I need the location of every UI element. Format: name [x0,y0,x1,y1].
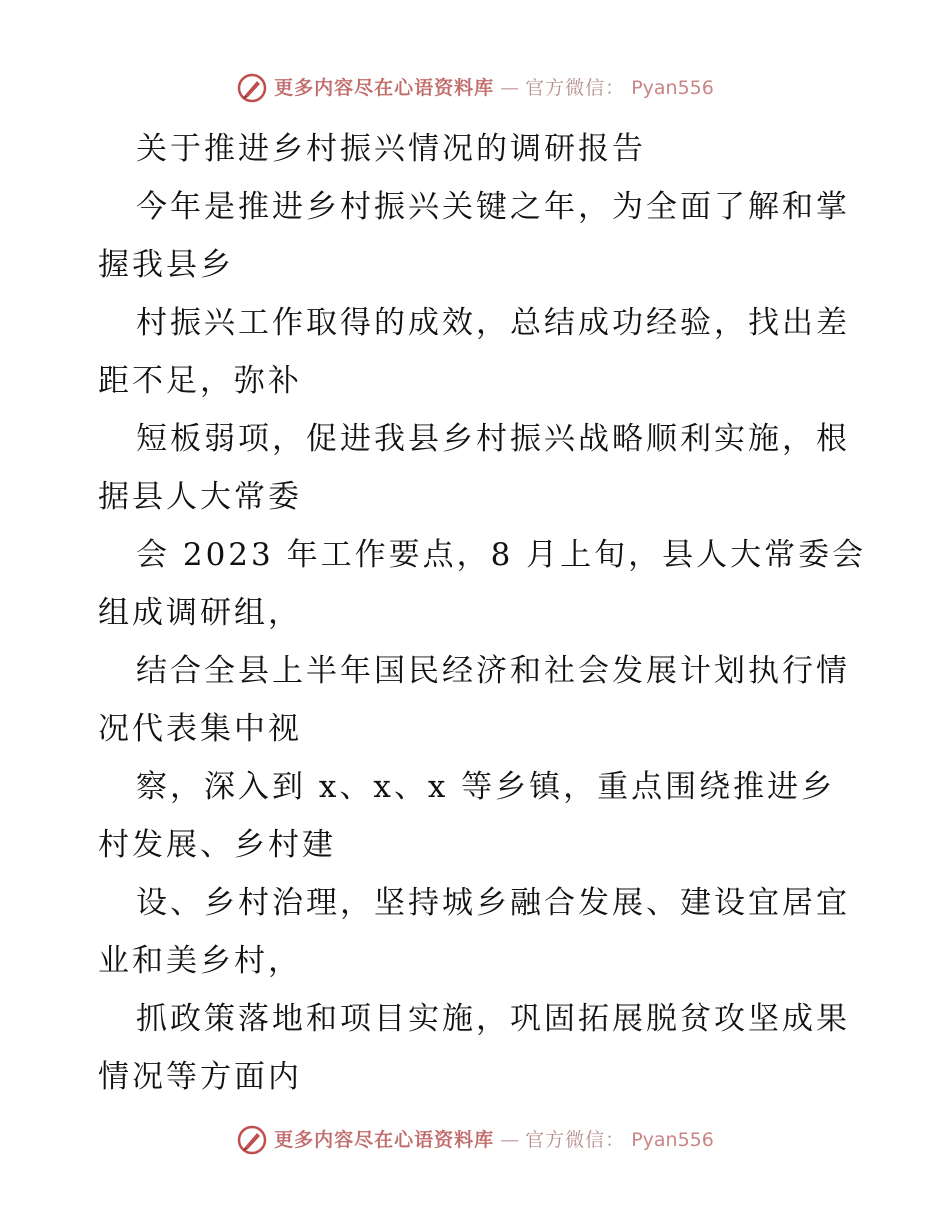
paragraph-continuation: 距不足，弥补 [98,363,302,399]
paragraph-first-line: 察，深入到 x、x、x 等乡镇，重点围绕推进乡 [136,769,836,805]
watermark-dash: — [500,77,520,99]
watermark-label: 官方微信： [525,77,626,99]
paragraph-continuation: 组成调研组， [98,595,302,631]
paragraph-first-line: 会 2023 年工作要点，8 月上旬，县人大常委会 [136,537,867,573]
watermark-header [0,72,950,104]
paragraph-first-line: 结合全县上半年国民经济和社会发展计划执行情 [136,653,850,689]
watermark-dash: — [500,1129,520,1151]
paragraph-continuation: 村发展、乡村建 [98,827,336,863]
paragraph [98,178,858,294]
paragraph [98,642,858,758]
watermark-label: 官方微信： [525,1129,626,1151]
paragraph-continuation: 握我县乡 [98,247,234,283]
paragraph-first-line: 设、乡村治理，坚持城乡融合发展、建设宜居宜 [136,885,850,921]
paragraph-continuation: 业和美乡村， [98,943,302,979]
paragraph-continuation: 情况等方面内 [98,1059,302,1095]
paragraph [98,410,858,526]
paragraph [98,294,858,410]
pen-logo-icon [236,72,268,104]
paragraph-first-line: 今年是推进乡村振兴关键之年，为全面了解和掌 [136,189,850,225]
watermark-main-text: 更多内容尽在心语资料库 [274,77,495,99]
paragraph-first-line: 短板弱项，促进我县乡村振兴战略顺利实施，根 [136,421,850,457]
paragraph [98,526,867,642]
pen-logo-icon [236,1124,268,1156]
paragraph [98,990,858,1106]
document-title: 关于推进乡村振兴情况的调研报告 [136,131,646,167]
paragraph-continuation: 据县人大常委 [98,479,302,515]
paragraph-continuation: 况代表集中视 [98,711,302,747]
paragraph [98,758,858,874]
watermark-id: Pyan556 [631,77,714,99]
paragraph-first-line: 村振兴工作取得的成效，总结成功经验，找出差 [136,305,850,341]
paragraph [98,874,858,990]
watermark-main-text: 更多内容尽在心语资料库 [274,1129,495,1151]
watermark-id: Pyan556 [631,1129,714,1151]
watermark-footer [0,1124,950,1156]
document-body [98,120,867,1106]
paragraph-first-line: 抓政策落地和项目实施，巩固拓展脱贫攻坚成果 [136,1001,850,1037]
